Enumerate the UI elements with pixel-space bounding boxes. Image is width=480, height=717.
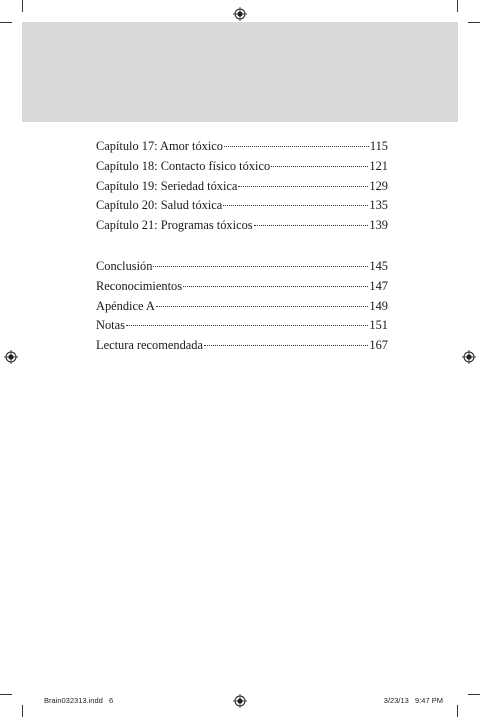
toc-entry-label: Capítulo 21: Programas tóxicos — [96, 218, 253, 233]
crop-mark — [468, 694, 480, 695]
crop-mark — [22, 0, 23, 12]
toc-backmatter — [96, 257, 388, 356]
leader-dots — [156, 306, 369, 307]
leader-dots — [238, 186, 368, 187]
leader-dots — [271, 166, 368, 167]
toc-entry-page: 147 — [369, 278, 388, 293]
crop-mark — [457, 0, 458, 12]
toc-entry-page: 151 — [369, 318, 388, 333]
leader-dots — [224, 146, 369, 147]
toc-entry — [96, 257, 388, 277]
toc-entry — [96, 316, 388, 336]
leader-dots — [183, 286, 368, 287]
crop-mark — [0, 694, 12, 695]
toc-entry-label: Reconocimientos — [96, 278, 183, 293]
leader-dots — [223, 205, 368, 206]
toc-entry — [96, 336, 388, 356]
toc-chapters — [96, 137, 388, 236]
leader-dots — [254, 225, 369, 226]
header-gray-band — [22, 22, 458, 122]
toc-entry-label: Conclusión — [96, 259, 153, 273]
crop-mark — [0, 22, 12, 23]
toc-entry — [96, 297, 388, 317]
toc-entry-page: 135 — [369, 198, 388, 213]
slug-filename: Brain032313.indd 6 — [44, 696, 114, 705]
toc-entry-page: 145 — [369, 259, 388, 273]
toc-entry-page: 149 — [369, 298, 388, 313]
toc-entry-page: 115 — [369, 139, 388, 153]
leader-dots — [153, 266, 368, 267]
toc-entry-label: Capítulo 18: Contacto físico tóxico — [96, 158, 271, 173]
toc-entry-label: Apéndice A — [96, 298, 155, 313]
toc-entry — [96, 137, 388, 157]
toc-entry-page: 167 — [369, 338, 388, 353]
toc-entry-page: 121 — [369, 158, 388, 173]
registration-mark-icon — [4, 350, 18, 364]
toc-entry-label: Lectura recomendada — [96, 338, 203, 353]
registration-mark-icon — [233, 7, 247, 21]
toc-entry — [96, 196, 388, 216]
toc-entry-label: Notas — [96, 318, 125, 333]
toc-entry-page: 129 — [369, 178, 388, 193]
toc-entry — [96, 216, 388, 236]
toc-entry — [96, 277, 388, 297]
crop-mark — [457, 705, 458, 717]
registration-mark-icon — [233, 694, 247, 708]
crop-mark — [22, 705, 23, 717]
toc-entry-label: Capítulo 20: Salud tóxica — [96, 198, 223, 213]
leader-dots — [126, 325, 368, 326]
toc-entry-label: Capítulo 17: Amor tóxico — [96, 139, 223, 153]
toc-entry-page: 139 — [369, 218, 388, 233]
crop-mark — [468, 22, 480, 23]
registration-mark-icon — [462, 350, 476, 364]
toc-entry-label: Capítulo 19: Seriedad tóxica — [96, 178, 238, 193]
leader-dots — [204, 345, 368, 346]
toc-entry — [96, 177, 388, 197]
slug-datetime: 3/23/13 9:47 PM — [383, 696, 443, 705]
toc-entry — [96, 157, 388, 177]
